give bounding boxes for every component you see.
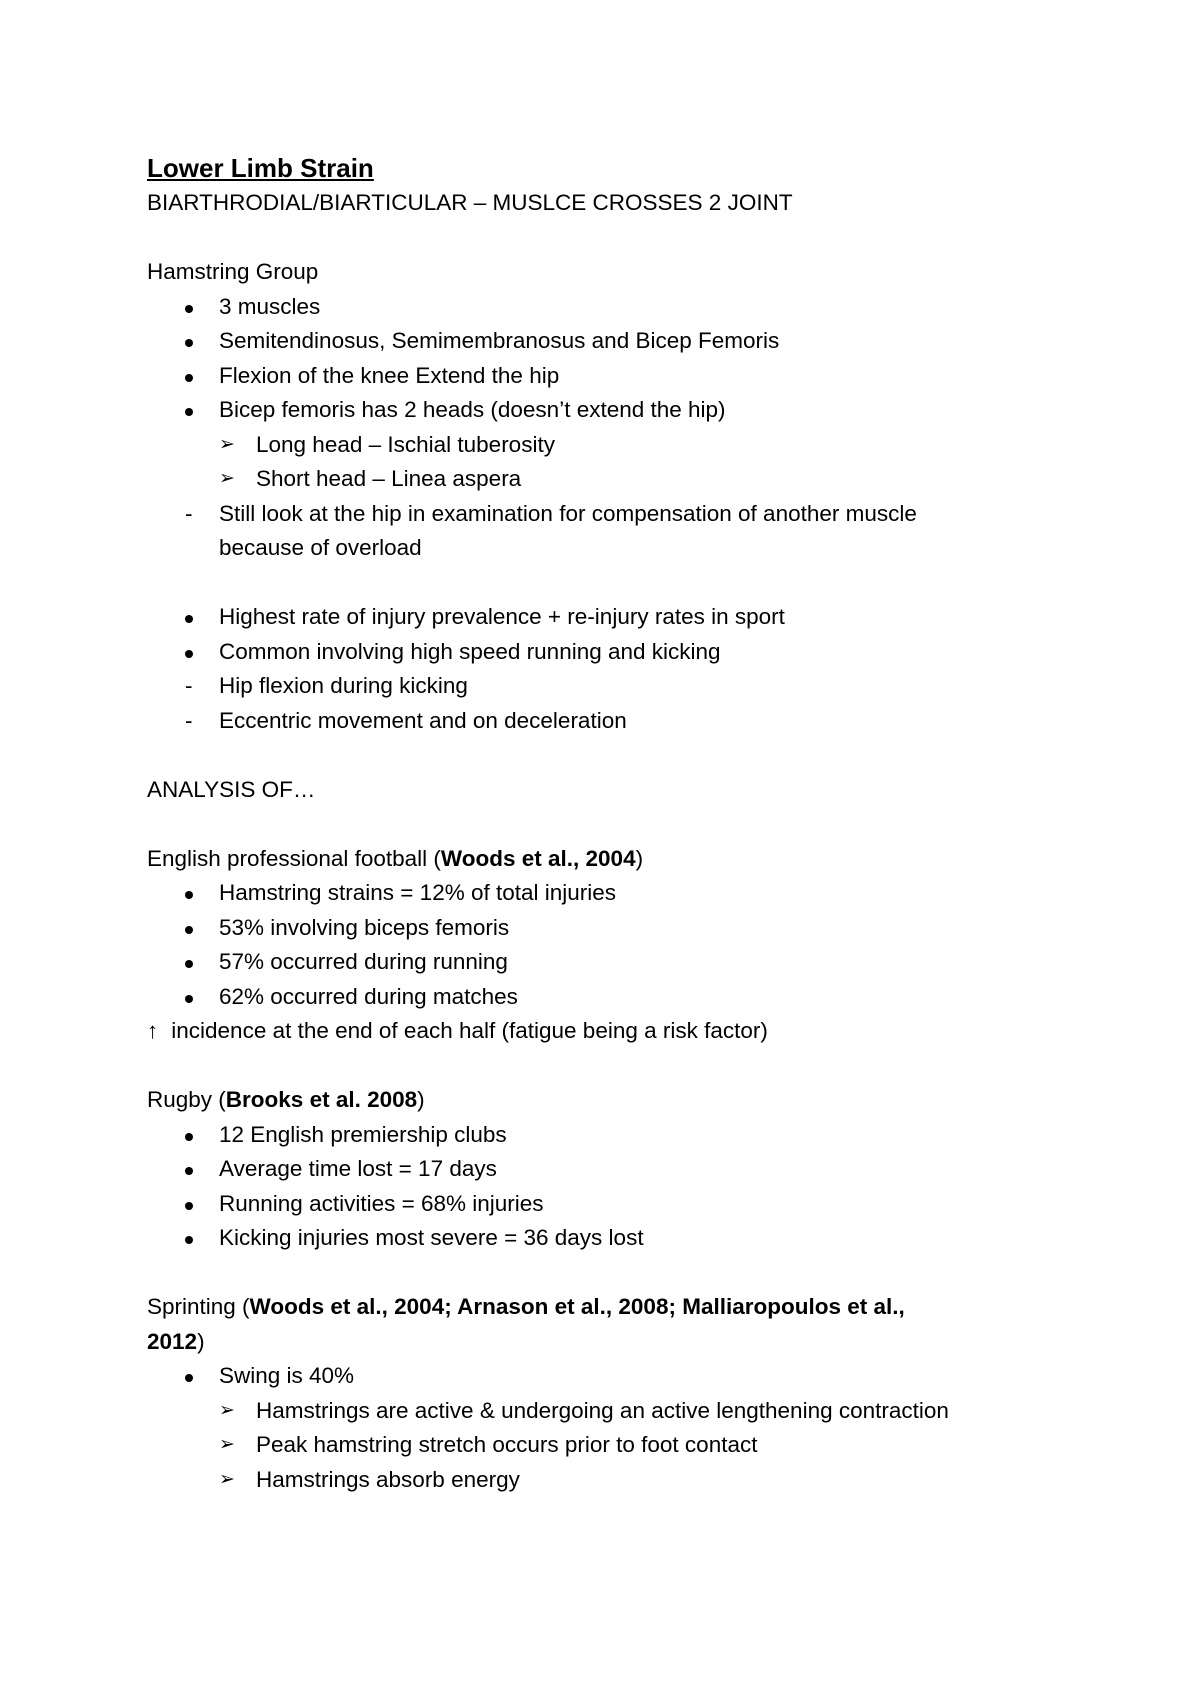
dash-item-continuation: because of overload xyxy=(219,535,422,560)
citation: 2012 xyxy=(147,1328,198,1354)
dash-item: - Eccentric movement and on deceleration xyxy=(147,704,1077,739)
dash-marker: - xyxy=(185,673,193,698)
document-subtitle: BIARTHRODIAL/BIARTICULAR – MUSLCE CROSSES 2 JOINT xyxy=(147,190,793,215)
football-note: ↑ incidence at the end of each half (fatigue being a risk factor) xyxy=(147,1014,1077,1049)
dash-item: - Hip flexion during kicking xyxy=(147,669,1077,704)
sprinting-heading: Sprinting (Woods et al., 2004; Arnason et al., 2008; Malliaropoulos et al., xyxy=(147,1294,905,1319)
list-item: 53% involving biceps femoris xyxy=(147,911,1077,946)
arrow-bullet-icon: ➢ xyxy=(219,468,235,489)
up-arrow-icon: ↑ xyxy=(147,1018,159,1043)
football-heading: English professional football (Woods et al., 2004) xyxy=(147,845,644,871)
bullet-dot-icon xyxy=(185,650,193,658)
list-item: Kicking injuries most severe = 36 days lost xyxy=(147,1221,1077,1256)
bullet-dot-icon xyxy=(185,339,193,347)
sub-list-item: ➢ Hamstrings absorb energy xyxy=(147,1463,1077,1498)
bullet-dot-icon xyxy=(185,891,193,899)
bullet-dot-icon xyxy=(185,305,193,313)
bullet-dot-icon xyxy=(185,1236,193,1244)
bullet-dot-icon xyxy=(185,1202,193,1210)
list-item: 12 English premiership clubs xyxy=(147,1118,1077,1153)
spacer xyxy=(147,1049,1077,1084)
list-item: 62% occurred during matches xyxy=(147,980,1077,1015)
hamstring-heading: Hamstring Group xyxy=(147,259,319,284)
document-content xyxy=(147,150,1077,1497)
analysis-heading: ANALYSIS OF… xyxy=(147,776,316,802)
spacer xyxy=(147,738,1077,773)
spacer xyxy=(147,221,1077,256)
list-item: Common involving high speed running and kicking xyxy=(147,635,1077,670)
dash-marker: - xyxy=(185,707,193,733)
sub-list-item: ➢ Short head – Linea aspera xyxy=(147,462,1077,497)
citation: Woods et al., 2004 xyxy=(440,845,636,871)
arrow-bullet-icon: ➢ xyxy=(219,1399,235,1421)
list-item: Swing is 40% xyxy=(147,1359,1077,1394)
bullet-dot-icon xyxy=(185,960,193,968)
citation: Woods et al., 2004; Arnason et al., 2008; Malliaropoulos et al., xyxy=(249,1294,905,1319)
arrow-bullet-icon: ➢ xyxy=(219,433,235,455)
bullet-dot-icon xyxy=(185,1167,193,1175)
list-item: Average time lost = 17 days xyxy=(147,1152,1077,1187)
list-item: Running activities = 68% injuries xyxy=(147,1187,1077,1222)
citation: Brooks et al. 2008 xyxy=(225,1087,418,1112)
list-item: Hamstring strains = 12% of total injuries xyxy=(147,876,1077,911)
dash-item: - Still look at the hip in examination for compensation of another muscle xyxy=(147,497,1077,532)
sub-list-item: ➢ Hamstrings are active & undergoing an active lengthening contraction xyxy=(147,1394,1077,1429)
bullet-dot-icon xyxy=(185,926,193,934)
bullet-dot-icon xyxy=(185,408,193,416)
list-item: Semitendinosus, Semimembranosus and Bicep Femoris xyxy=(147,324,1077,359)
spacer xyxy=(147,807,1077,842)
rugby-heading: Rugby (Brooks et al. 2008) xyxy=(147,1087,425,1112)
bullet-dot-icon xyxy=(185,1374,193,1382)
spacer xyxy=(147,1256,1077,1291)
bullet-dot-icon xyxy=(185,995,193,1003)
sub-list-item: ➢ Peak hamstring stretch occurs prior to foot contact xyxy=(147,1428,1077,1463)
sub-list-item: ➢ Long head – Ischial tuberosity xyxy=(147,428,1077,463)
document-title: Lower Limb Strain xyxy=(147,153,374,183)
sprinting-heading-continuation: 2012) xyxy=(147,1328,205,1354)
list-item: 3 muscles xyxy=(147,290,1077,325)
list-item: Highest rate of injury prevalence + re-injury rates in sport xyxy=(147,600,1077,635)
arrow-bullet-icon: ➢ xyxy=(219,1468,235,1490)
arrow-bullet-icon: ➢ xyxy=(219,1434,235,1455)
bullet-dot-icon xyxy=(185,615,193,623)
spacer xyxy=(147,566,1077,601)
list-item: Flexion of the knee Extend the hip xyxy=(147,359,1077,394)
bullet-dot-icon xyxy=(185,374,193,382)
list-item: 57% occurred during running xyxy=(147,945,1077,980)
list-item: Bicep femoris has 2 heads (doesn’t extend the hip) xyxy=(147,393,1077,428)
dash-marker: - xyxy=(185,500,193,526)
bullet-dot-icon xyxy=(185,1133,193,1141)
